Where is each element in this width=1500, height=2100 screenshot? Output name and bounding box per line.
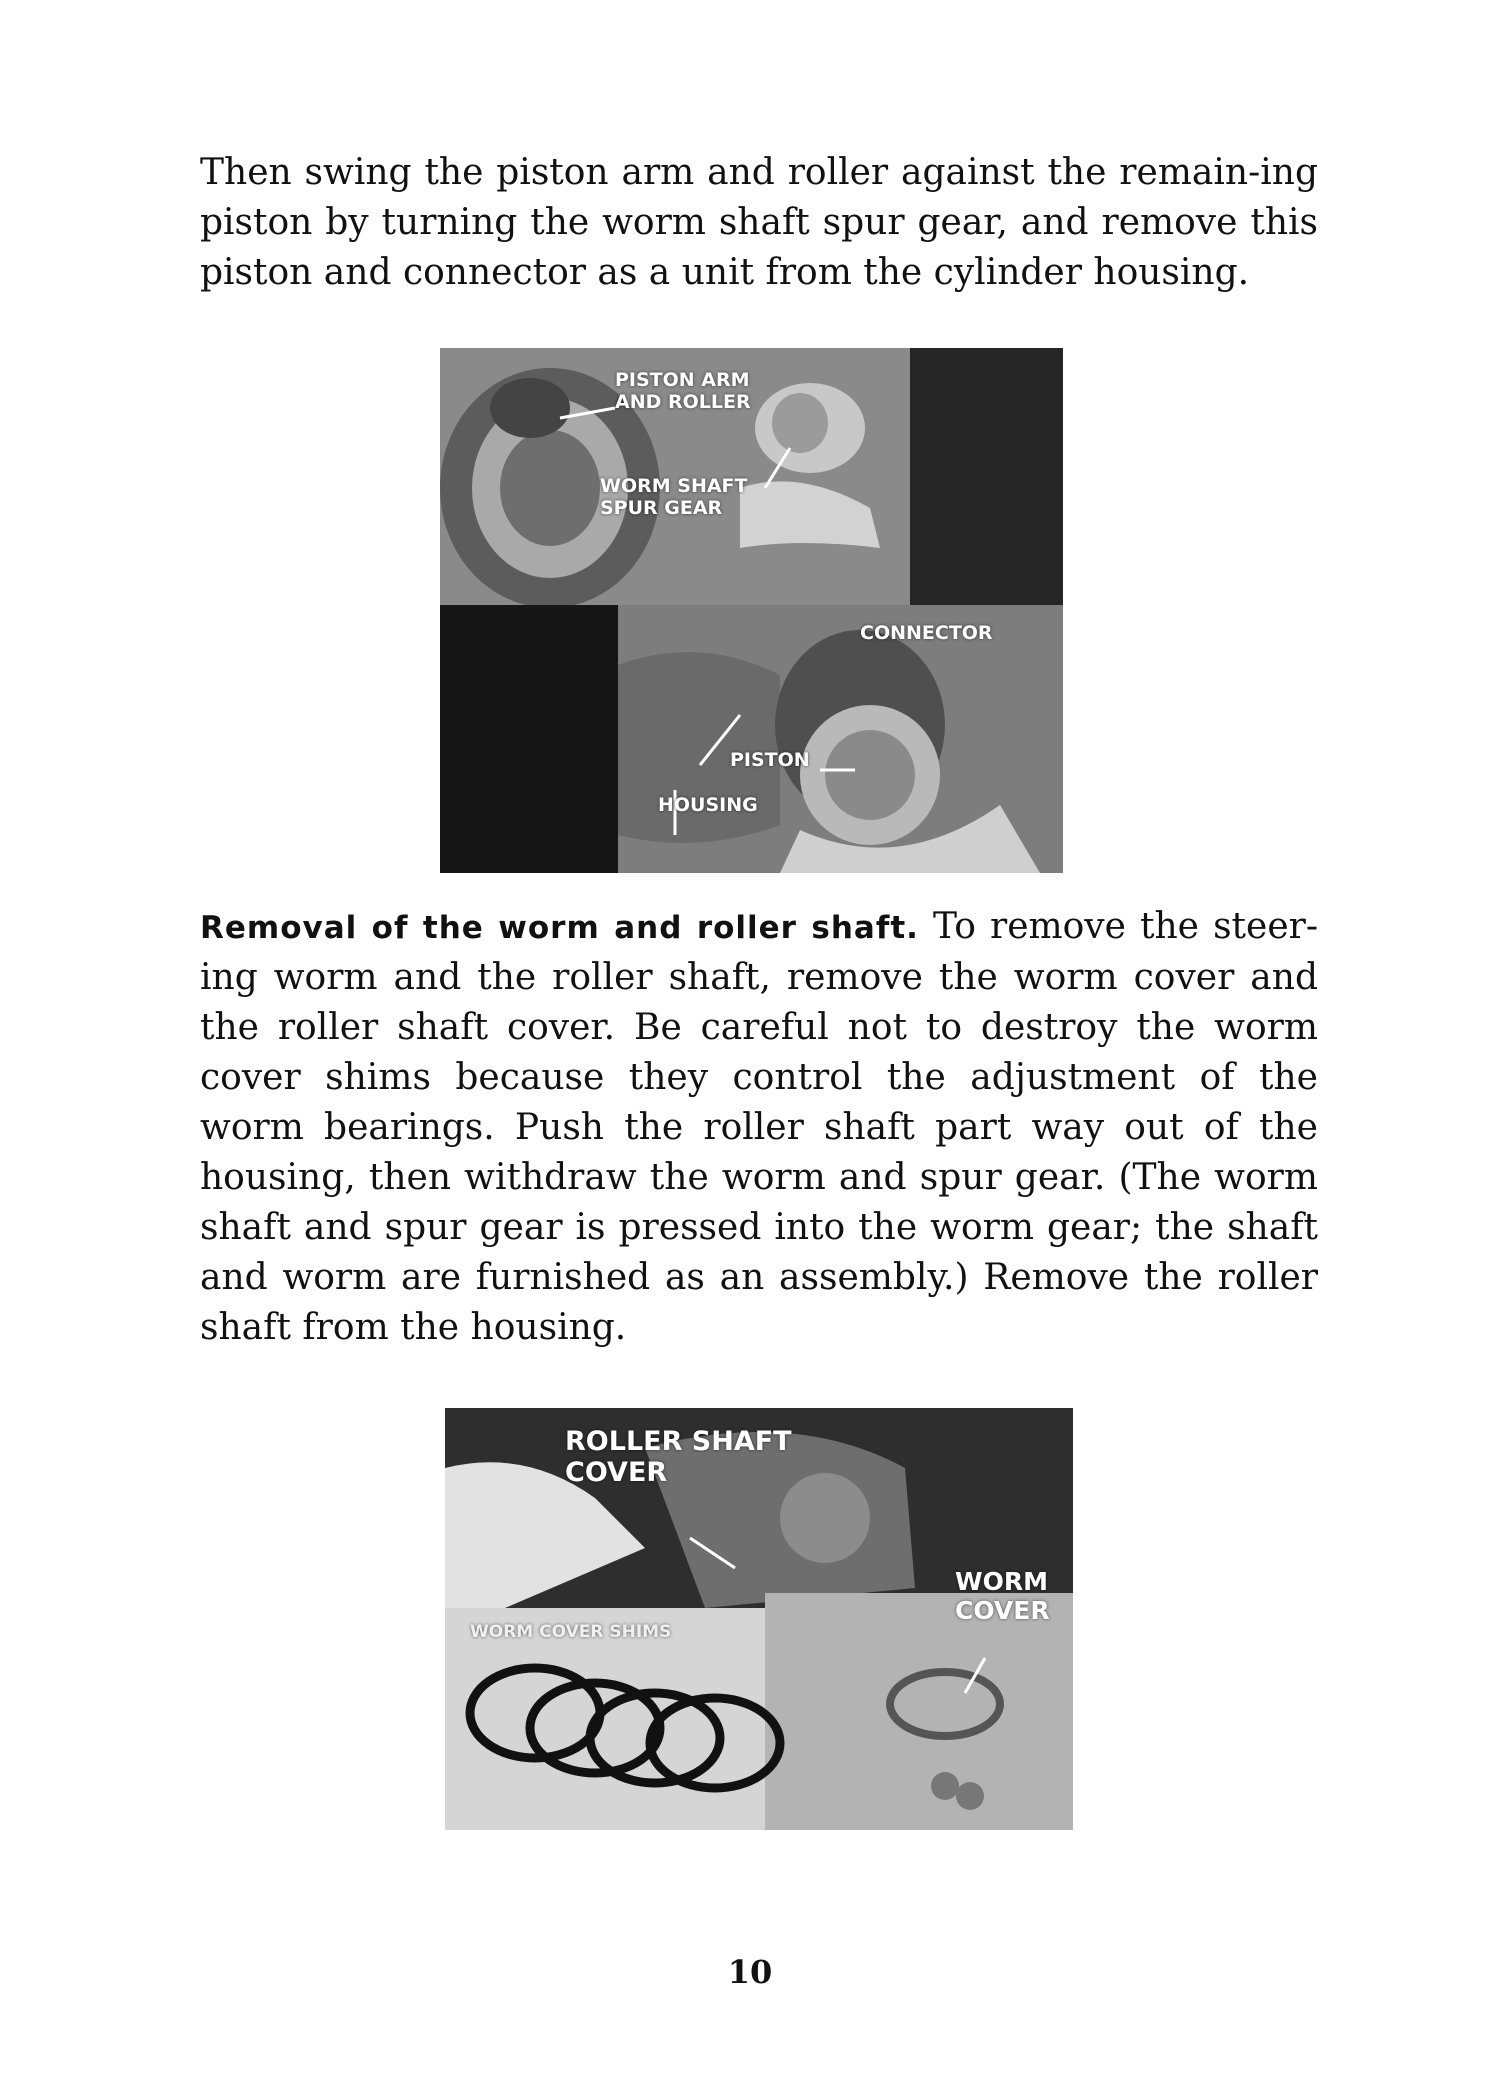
section-heading: Removal of the worm and roller shaft. [200,910,919,946]
photo-piston-connector-image [440,605,1063,873]
page-number: 10 [727,1953,773,1991]
label-worm-cover-shims: WORM COVER SHIMS [470,1622,672,1642]
photo-piston-and-connector [440,605,1063,873]
photo-piston-arm-image [440,348,1063,605]
photo-roller-shaft-cover-and-shims [445,1408,1073,1830]
label-worm-shaft-spur-gear: WORM SHAFT SPUR GEAR [600,475,748,519]
label-connector: CONNECTOR [860,622,993,644]
label-roller-shaft-cover: ROLLER SHAFT COVER [565,1426,792,1489]
label-piston-arm-and-roller: PISTON ARM AND ROLLER [615,369,751,413]
paragraph-body: To remove the steer-ing worm and the roller shaft, remove the worm cover and the roller shaft cover. Be careful not to destroy the worm cover shims because they control the adjustment of the worm bearings. Push the roller shaft part way out of the housing, then withdraw the worm and spur gear. (The worm shaft and spur gear is pressed into the worm gear; the shaft and worm are furnished as an assembly.) Remove the roller shaft from the housing. [200,906,1318,1348]
label-housing: HOUSING [658,794,758,816]
label-piston: PISTON [730,749,810,771]
label-worm-cover: WORM COVER [955,1567,1050,1625]
paragraph-piston-removal: Then swing the piston arm and roller against the remain-ing piston by turning the worm shaft spur gear, and remove this piston and connector as a unit from the cylinder housing. [200,152,1318,293]
paragraph-worm-roller-removal [200,902,1318,1353]
photo-piston-arm-and-roller [440,348,1063,605]
